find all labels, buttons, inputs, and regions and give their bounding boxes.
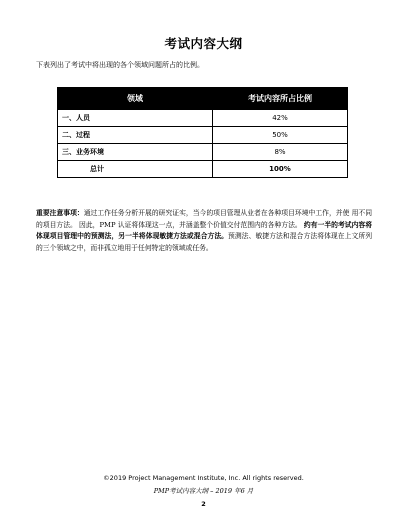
copyright-line: ©2019 Project Management Institute, Inc. All rights reserved. (103, 474, 304, 482)
total-label: 总计 (58, 161, 213, 178)
page-number: 2 (201, 500, 206, 508)
note-lead: 重要注意事项： (36, 209, 84, 217)
percent-cell: 42% (213, 110, 348, 127)
domain-cell: 一、人员 (58, 110, 213, 127)
percent-cell: 8% (213, 144, 348, 161)
note-text-2: 预测法、敏捷方法和混合方法将体现在上文所列的三个领域之中，而非孤立地用于任何特定的领域或任务。 (36, 232, 373, 252)
exam-outline-table (57, 87, 348, 178)
table-total-row (58, 161, 348, 178)
table-header-row (58, 88, 348, 110)
total-percent: 100% (213, 161, 348, 178)
footer-subtitle: PMP考试内容大纲 – 2019 年6 月 (153, 487, 254, 495)
domain-cell: 二、过程 (58, 127, 213, 144)
table-row (58, 127, 348, 144)
note-bold-text: 约有一半的考试内容将体现项目管理中的预测法，另一半将体现敏捷方法或混合方法。 (36, 220, 372, 240)
important-note (36, 208, 372, 254)
intro-text: 下表列出了考试中将出现的各个领域问题所占的比例。 (36, 61, 204, 69)
domain-cell: 三、业务环境 (58, 144, 213, 161)
percent-cell: 50% (213, 127, 348, 144)
note-text-1: 通过工作任务分析开展的研究证实，当今的项目管理从业者在各种项目环境中工作，并使 用不同的项目方法。 因此，PMP 认证将体现这一点，并涵盖整个价值交付范围内的各种方法。 (36, 209, 373, 229)
header-domain: 领域 (58, 88, 213, 110)
table-row (58, 110, 348, 127)
page-title: 考试内容大纲 (164, 36, 243, 51)
header-percent: 考试内容所占比例 (213, 88, 348, 110)
table-row (58, 144, 348, 161)
